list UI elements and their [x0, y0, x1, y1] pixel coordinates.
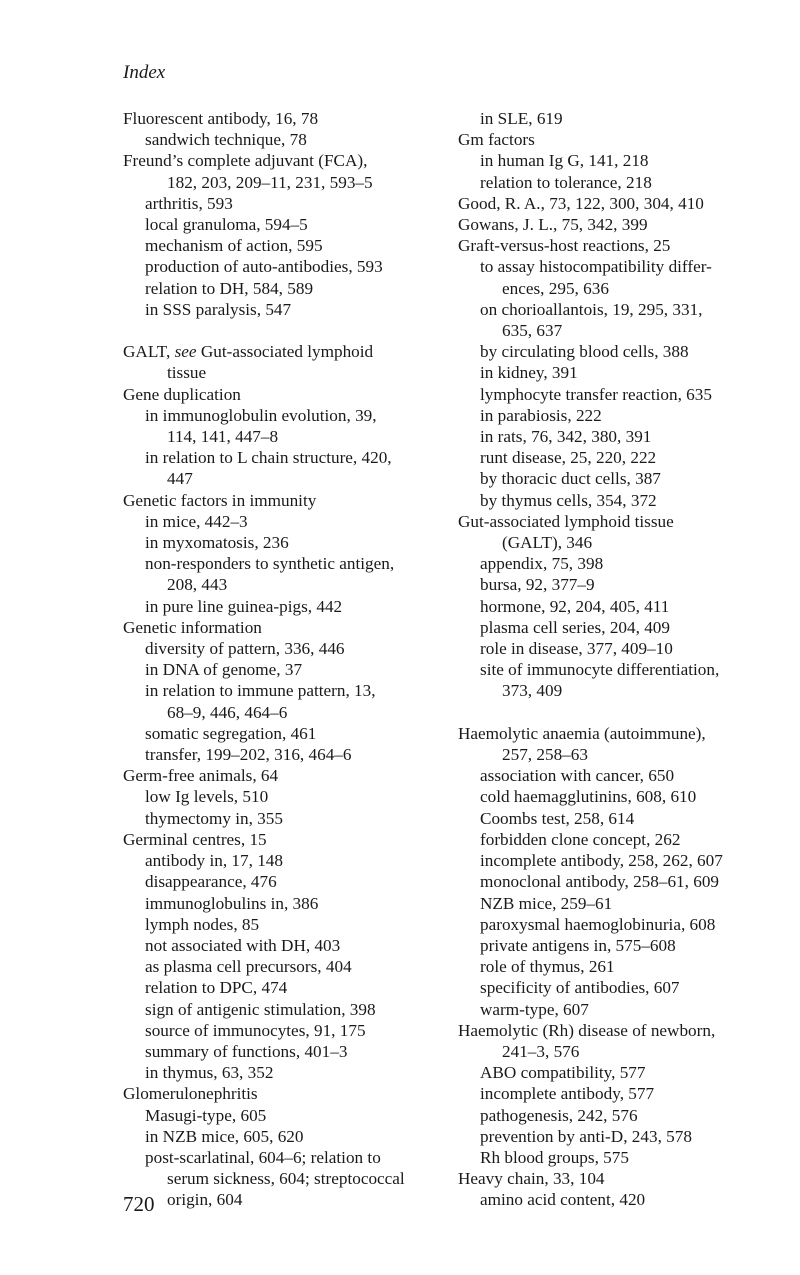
index-subentry: bursa, 92, 377–9	[480, 575, 595, 595]
index-subentry: monoclonal antibody, 258–61, 609	[480, 872, 720, 892]
index-heading: Germinal centres, 15	[123, 829, 267, 849]
index-subentry: in DNA of genome, 37	[145, 660, 303, 680]
page-number: 720	[123, 1192, 155, 1216]
index-subentry: by circulating blood cells, 388	[480, 342, 689, 362]
index-subentry: to assay histocompatibility differ-	[480, 257, 712, 277]
index-subentry: role in disease, 377, 409–10	[480, 639, 673, 659]
index-heading: Graft-versus-host reactions, 25	[458, 236, 671, 256]
entry-gap	[123, 320, 463, 341]
index-heading: Gm factors	[458, 130, 535, 150]
index-continuation: ences, 295, 636	[502, 278, 609, 298]
index-subentry: Coombs test, 258, 614	[480, 808, 635, 828]
index-subentry: in immunoglobulin evolution, 39,	[145, 405, 377, 425]
index-subentry: in pure line guinea-pigs, 442	[145, 596, 343, 616]
index-subentry: not associated with DH, 403	[145, 935, 341, 955]
index-subentry: cold haemagglutinins, 608, 610	[480, 787, 697, 807]
index-continuation: 447	[167, 469, 193, 489]
index-heading: GALT, see Gut-associated lymphoid	[123, 342, 374, 362]
index-subentry: antibody in, 17, 148	[145, 851, 283, 871]
index-heading: Gut-associated lymphoid tissue	[458, 511, 674, 531]
index-subentry: in SLE, 619	[480, 109, 563, 128]
index-continuation: 635, 637	[502, 321, 563, 341]
index-subentry: mechanism of action, 595	[145, 236, 323, 256]
index-subentry: in kidney, 391	[480, 363, 578, 383]
index-subentry: in NZB mice, 605, 620	[145, 1126, 304, 1146]
index-continuation: 241–3, 576	[502, 1041, 580, 1061]
index-subentry: in relation to L chain structure, 420,	[145, 448, 392, 468]
index-subentry: post-scarlatinal, 604–6; relation to	[145, 1147, 381, 1167]
index-subentry: forbidden clone concept, 262	[480, 829, 681, 849]
index-subentry: in thymus, 63, 352	[145, 1063, 274, 1083]
index-heading: Freund’s complete adjuvant (FCA),	[123, 151, 368, 171]
index-continuation: (GALT), 346	[502, 533, 593, 553]
index-subentry: in human Ig G, 141, 218	[480, 151, 649, 171]
index-continuation: origin, 604	[167, 1190, 243, 1210]
index-subentry: low Ig levels, 510	[145, 787, 269, 807]
index-subentry: paroxysmal haemoglobinuria, 608	[480, 914, 716, 934]
index-heading: Genetic information	[123, 617, 262, 637]
index-subentry: as plasma cell precursors, 404	[145, 957, 352, 977]
index-subentry: by thoracic duct cells, 387	[480, 469, 661, 489]
index-subentry: private antigens in, 575–608	[480, 935, 676, 955]
index-subentry: relation to DH, 584, 589	[145, 278, 314, 298]
index-subentry: appendix, 75, 398	[480, 554, 604, 574]
index-subentry: production of auto-antibodies, 593	[145, 257, 383, 277]
index-subentry: Masugi-type, 605	[145, 1105, 267, 1125]
index-column-right	[458, 108, 800, 1211]
entry-gap	[458, 702, 800, 723]
index-subentry: association with cancer, 650	[480, 766, 675, 786]
index-heading: Germ-free animals, 64	[123, 766, 279, 786]
index-subentry: sandwich technique, 78	[145, 130, 307, 150]
index-subentry: relation to tolerance, 218	[480, 172, 652, 192]
index-subentry: incomplete antibody, 258, 262, 607	[480, 851, 723, 871]
running-header: Index	[123, 62, 166, 83]
index-subentry: transfer, 199–202, 316, 464–6	[145, 745, 352, 765]
index-continuation: 182, 203, 209–11, 231, 593–5	[167, 172, 373, 192]
index-subentry: disappearance, 476	[145, 872, 277, 892]
index-subentry: specificity of antibodies, 607	[480, 978, 680, 998]
index-subentry: source of immunocytes, 91, 175	[145, 1020, 366, 1040]
index-subentry: amino acid content, 420	[480, 1190, 646, 1210]
index-subentry: somatic segregation, 461	[145, 723, 317, 743]
index-heading: Heavy chain, 33, 104	[458, 1169, 605, 1189]
index-subentry: Rh blood groups, 575	[480, 1147, 629, 1167]
index-subentry: warm-type, 607	[480, 999, 589, 1019]
index-heading: Gowans, J. L., 75, 342, 399	[458, 215, 648, 235]
index-subentry: site of immunocyte differentiation,	[480, 660, 720, 680]
index-heading: Glomerulonephritis	[123, 1084, 258, 1104]
index-continuation: 208, 443	[167, 575, 228, 595]
index-subentry: incomplete antibody, 577	[480, 1084, 655, 1104]
index-subentry: ABO compatibility, 577	[480, 1063, 646, 1083]
index-subentry: by thymus cells, 354, 372	[480, 490, 657, 510]
index-subentry: hormone, 92, 204, 405, 411	[480, 596, 670, 616]
index-subentry: in mice, 442–3	[145, 511, 248, 531]
index-continuation: 114, 141, 447–8	[167, 427, 279, 447]
index-subentry: in myxomatosis, 236	[145, 533, 289, 553]
index-subentry: runt disease, 25, 220, 222	[480, 448, 657, 468]
index-heading: Gene duplication	[123, 384, 241, 404]
index-heading: Haemolytic anaemia (autoimmune),	[458, 723, 706, 743]
see-reference: see	[174, 342, 197, 362]
index-subentry: pathogenesis, 242, 576	[480, 1105, 638, 1125]
index-subentry: in SSS paralysis, 547	[145, 299, 292, 319]
index-subentry: non-responders to synthetic antigen,	[145, 554, 395, 574]
index-subentry: diversity of pattern, 336, 446	[145, 639, 345, 659]
index-subentry: on chorioallantois, 19, 295, 331,	[480, 299, 703, 319]
index-continuation: tissue	[167, 363, 207, 383]
index-subentry: NZB mice, 259–61	[480, 893, 613, 913]
index-subentry: prevention by anti-D, 243, 578	[480, 1126, 692, 1146]
index-continuation: serum sickness, 604; streptococcal	[167, 1169, 405, 1189]
index-heading: Fluorescent antibody, 16, 78	[123, 109, 319, 128]
index-continuation: 257, 258–63	[502, 745, 588, 765]
index-subentry: in parabiosis, 222	[480, 405, 602, 425]
index-continuation: 373, 409	[502, 681, 563, 701]
index-subentry: immunoglobulins in, 386	[145, 893, 319, 913]
index-subentry: relation to DPC, 474	[145, 978, 288, 998]
index-subentry: lymphocyte transfer reaction, 635	[480, 384, 712, 404]
index-subentry: in rats, 76, 342, 380, 391	[480, 427, 652, 447]
index-subentry: lymph nodes, 85	[145, 914, 260, 934]
index-heading: Good, R. A., 73, 122, 300, 304, 410	[458, 193, 704, 213]
index-subentry: local granuloma, 594–5	[145, 215, 308, 235]
index-column-left	[123, 108, 463, 1211]
index-subentry: arthritis, 593	[145, 193, 233, 213]
index-heading: Genetic factors in immunity	[123, 490, 317, 510]
index-subentry: thymectomy in, 355	[145, 808, 283, 828]
index-subentry: role of thymus, 261	[480, 957, 615, 977]
index-heading: Haemolytic (Rh) disease of newborn,	[458, 1020, 716, 1040]
index-subentry: sign of antigenic stimulation, 398	[145, 999, 376, 1019]
index-subentry: plasma cell series, 204, 409	[480, 617, 670, 637]
index-continuation: 68–9, 446, 464–6	[167, 702, 288, 722]
index-subentry: in relation to immune pattern, 13,	[145, 681, 376, 701]
index-subentry: summary of functions, 401–3	[145, 1041, 348, 1061]
